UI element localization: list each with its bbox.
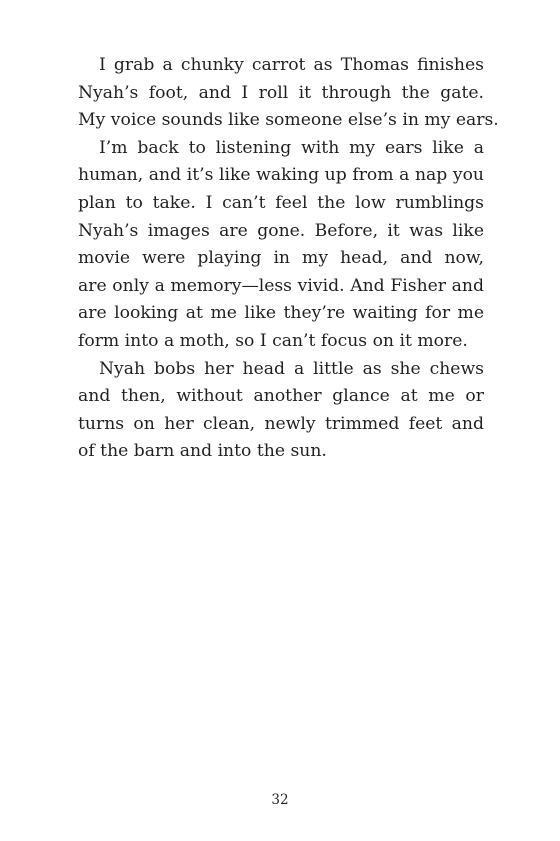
paragraph-2-line-5: movie were playing in my head, and now, (78, 248, 484, 269)
paragraph-3-line-2: and then, without another glance at me or (78, 386, 484, 407)
body-text (78, 52, 499, 466)
paragraph-1-line-3: My voice sounds like someone else’s in my ears. (78, 110, 499, 131)
paragraph-2-line-7: are looking at me like they’re waiting for me (78, 303, 484, 324)
paragraph-2-line-6: are only a memory—less vivid. And Fisher and (78, 275, 484, 296)
paragraph-2-line-8: form into a moth, so I can’t focus on it more. (78, 330, 468, 351)
paragraph-3-line-1: Nyah bobs her head a little as she chews (99, 358, 484, 379)
paragraph-1-line-2: Nyah’s foot, and I roll it through the gate. (78, 82, 484, 103)
paragraph-2-line-4: Nyah’s images are gone. Before, it was like (78, 220, 484, 241)
paragraph-2-line-1: I’m back to listening with my ears like a (99, 137, 484, 158)
paragraph-2-line-3: plan to take. I can’t feel the low rumblings (78, 192, 484, 213)
paragraph-1-line-1: I grab a chunky carrot as Thomas finishes (99, 55, 484, 75)
paragraph-3-line-4: of the barn and into the sun. (78, 441, 327, 462)
page-number: 32 (271, 792, 289, 808)
paragraph-3-line-3: turns on her clean, newly trimmed feet and (78, 413, 484, 434)
paragraph-2-line-2: human, and it’s like waking up from a nap you (78, 165, 484, 186)
